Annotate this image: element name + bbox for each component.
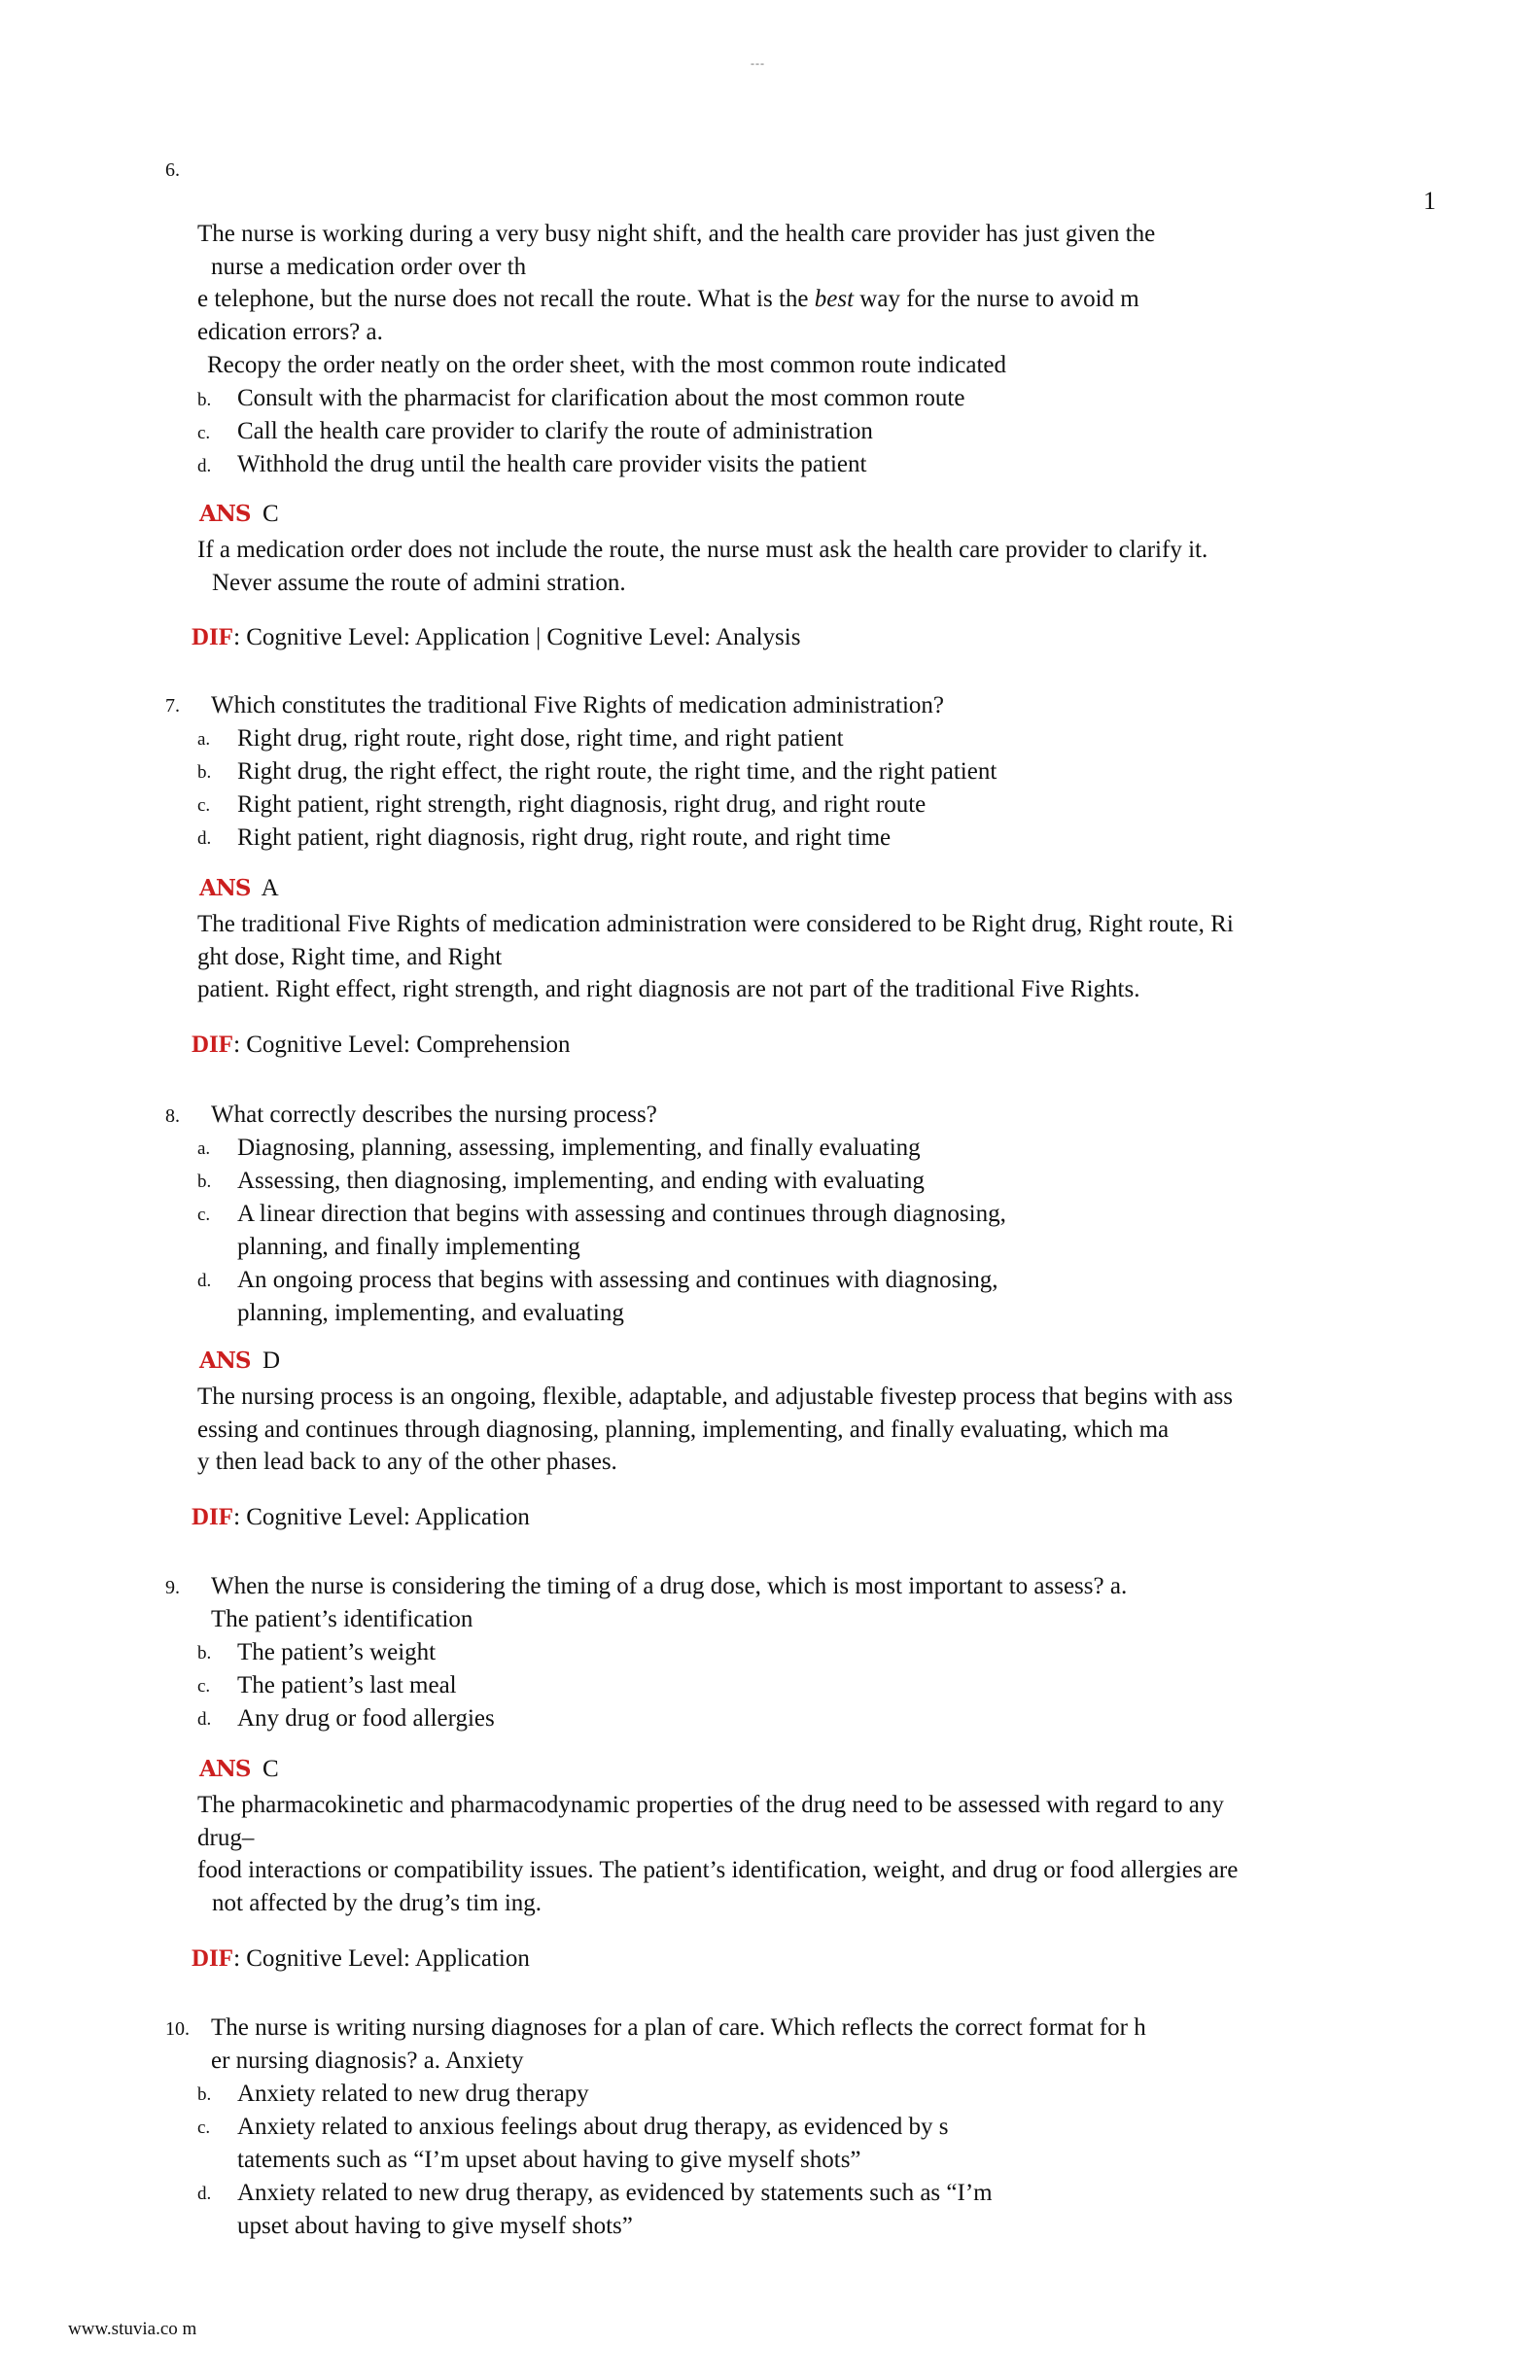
option-text: Consult with the pharmacist for clarification about the most common route <box>237 385 965 411</box>
rationale-line: patient. Right effect, right strength, and right diagnosis are not part of the traditional Five Rights. <box>197 976 1140 1002</box>
difficulty-line <box>192 1032 571 1059</box>
option-letter: c. <box>197 1205 211 1225</box>
rationale-line: drug– <box>197 1825 255 1851</box>
option-text: Anxiety related to anxious feelings about drug therapy, as evidenced by s <box>237 2114 949 2140</box>
option-text: The patient’s weight <box>237 1639 437 1665</box>
answer-label: ANS <box>199 501 251 527</box>
question-number: 10. <box>165 2018 190 2040</box>
header-mark: --- <box>751 56 765 70</box>
option-text: Right patient, right strength, right diagnosis, right drug, and right route <box>237 791 927 818</box>
option-letter: c. <box>197 2118 211 2138</box>
footer-site: www.stuvia.co m <box>68 2319 197 2339</box>
emphasis-text: best <box>814 286 855 312</box>
option-text: tatements such as “I’m upset about having to give myself shots” <box>237 2147 861 2173</box>
question-number: 8. <box>165 1105 180 1127</box>
difficulty-label: DIF <box>192 1945 234 1972</box>
answer-value: C <box>262 501 279 527</box>
option-d <box>197 451 211 478</box>
option-text: upset about having to give myself shots” <box>237 2213 633 2239</box>
option-text: Call the health care provider to clarify the route of administration <box>237 418 873 444</box>
answer-label: ANS <box>199 1348 251 1374</box>
option-letter: a. <box>197 729 211 750</box>
option-text: A linear direction that begins with assessing and continues through diagnosing, <box>237 1201 1006 1227</box>
question-stem-line: The nurse is writing nursing diagnoses for a plan of care. Which reflects the correct format for h <box>211 2014 1146 2041</box>
page-number: 1 <box>1423 187 1436 215</box>
answer-label: ANS <box>199 1756 251 1782</box>
difficulty-label: DIF <box>192 1504 234 1530</box>
difficulty-value: : Cognitive Level: Application | Cognitive Level: Analysis <box>233 624 801 650</box>
question-stem: Which constitutes the traditional Five Rights of medication administration? <box>211 692 945 718</box>
rationale-line: Never assume the route of admini stration. <box>212 570 626 596</box>
difficulty-line <box>192 1945 530 1973</box>
option-text: Withhold the drug until the health care provider visits the patient <box>237 451 867 477</box>
rationale-line: The pharmacokinetic and pharmacodynamic properties of the drug need to be assessed with regard to any <box>197 1792 1224 1818</box>
rationale-line: If a medication order does not include the route, the nurse must ask the health care provider to clarify it. <box>197 537 1208 563</box>
option-text: planning, implementing, and evaluating <box>237 1300 624 1326</box>
option-text: Right drug, right route, right dose, right time, and right patient <box>237 725 844 752</box>
question-stem-line: edication errors? a. <box>197 319 383 345</box>
rationale-line: The nursing process is an ongoing, flexible, adaptable, and adjustable fivestep process that begins with ass <box>197 1383 1234 1410</box>
difficulty-line <box>192 624 800 651</box>
option-letter: d. <box>197 1709 212 1730</box>
question-number: 7. <box>165 695 180 717</box>
option-a: The patient’s identification <box>211 1606 473 1632</box>
question-stem-line: The nurse is working during a very busy night shift, and the health care provider has just given the <box>197 221 1156 247</box>
rationale-line: food interactions or compatibility issues. The patient’s identification, weight, and drug or food allergies are <box>197 1857 1239 1883</box>
option-letter: c. <box>197 423 211 443</box>
difficulty-label: DIF <box>192 1032 234 1058</box>
option-a: Recopy the order neatly on the order sheet, with the most common route indicated <box>207 352 1006 378</box>
answer-value: A <box>261 875 279 901</box>
answer-value: C <box>262 1756 279 1782</box>
answer-value: D <box>262 1348 281 1374</box>
option-text: Right drug, the right effect, the right route, the right time, and the right patient <box>237 758 998 785</box>
question-stem: When the nurse is considering the timing of a drug dose, which is most important to assess? a. <box>211 1573 1128 1599</box>
rationale-line: The traditional Five Rights of medication administration were considered to be Right drug, Right route, Ri <box>197 911 1234 937</box>
question-number: 9. <box>165 1577 180 1598</box>
option-text: Assessing, then diagnosing, implementing, and ending with evaluating <box>237 1168 925 1194</box>
option-letter: d. <box>197 1271 212 1291</box>
difficulty-value: : Cognitive Level: Application <box>233 1945 530 1972</box>
question-stem: What correctly describes the nursing process? <box>211 1102 657 1128</box>
option-letter: d. <box>197 2184 212 2204</box>
rationale-line: not affected by the drug’s tim ing. <box>212 1890 542 1916</box>
rationale-line: essing and continues through diagnosing, planning, implementing, and finally evaluating, which ma <box>197 1417 1170 1443</box>
difficulty-line <box>192 1504 530 1531</box>
option-letter: b. <box>197 762 212 783</box>
option-letter: d. <box>197 828 212 849</box>
option-letter: b. <box>197 2084 212 2105</box>
question-stem-line: e telephone, but the nurse does not recall the route. What is the best way for the nurse to avoid m <box>197 286 1139 312</box>
option-text: Right patient, right diagnosis, right drug, right route, and right time <box>237 824 892 851</box>
option-letter: d. <box>197 456 212 476</box>
option-letter: b. <box>197 1643 212 1663</box>
option-text: An ongoing process that begins with assessing and continues with diagnosing, <box>237 1267 998 1293</box>
option-letter: c. <box>197 795 211 816</box>
answer-line <box>199 1348 280 1375</box>
rationale-line: y then lead back to any of the other phases. <box>197 1449 617 1475</box>
option-c <box>197 418 210 445</box>
option-letter: b. <box>197 390 212 410</box>
difficulty-value: : Cognitive Level: Application <box>233 1504 530 1530</box>
question-stem-line: er nursing diagnosis? a. Anxiety <box>211 2048 524 2074</box>
rationale-line: ght dose, Right time, and Right <box>197 944 503 970</box>
question-number: 6. <box>165 159 180 181</box>
answer-label: ANS <box>199 875 251 901</box>
option-text: planning, and finally implementing <box>237 1234 580 1260</box>
difficulty-label: DIF <box>192 624 234 650</box>
option-b <box>197 385 211 412</box>
option-letter: a. <box>197 1138 211 1159</box>
option-text: Anxiety related to new drug therapy <box>237 2081 589 2107</box>
answer-line <box>199 501 279 528</box>
difficulty-value: : Cognitive Level: Comprehension <box>233 1032 571 1058</box>
answer-line <box>199 1756 279 1783</box>
option-text: Diagnosing, planning, assessing, implementing, and finally evaluating <box>237 1135 921 1161</box>
option-text: Anxiety related to new drug therapy, as evidenced by statements such as “I’m <box>237 2180 993 2206</box>
answer-line <box>199 875 279 902</box>
option-text: The patient’s last meal <box>237 1672 457 1698</box>
option-letter: b. <box>197 1172 212 1192</box>
option-text: Any drug or food allergies <box>237 1705 495 1732</box>
option-letter: c. <box>197 1676 211 1697</box>
question-stem-line: nurse a medication order over th <box>211 254 527 280</box>
